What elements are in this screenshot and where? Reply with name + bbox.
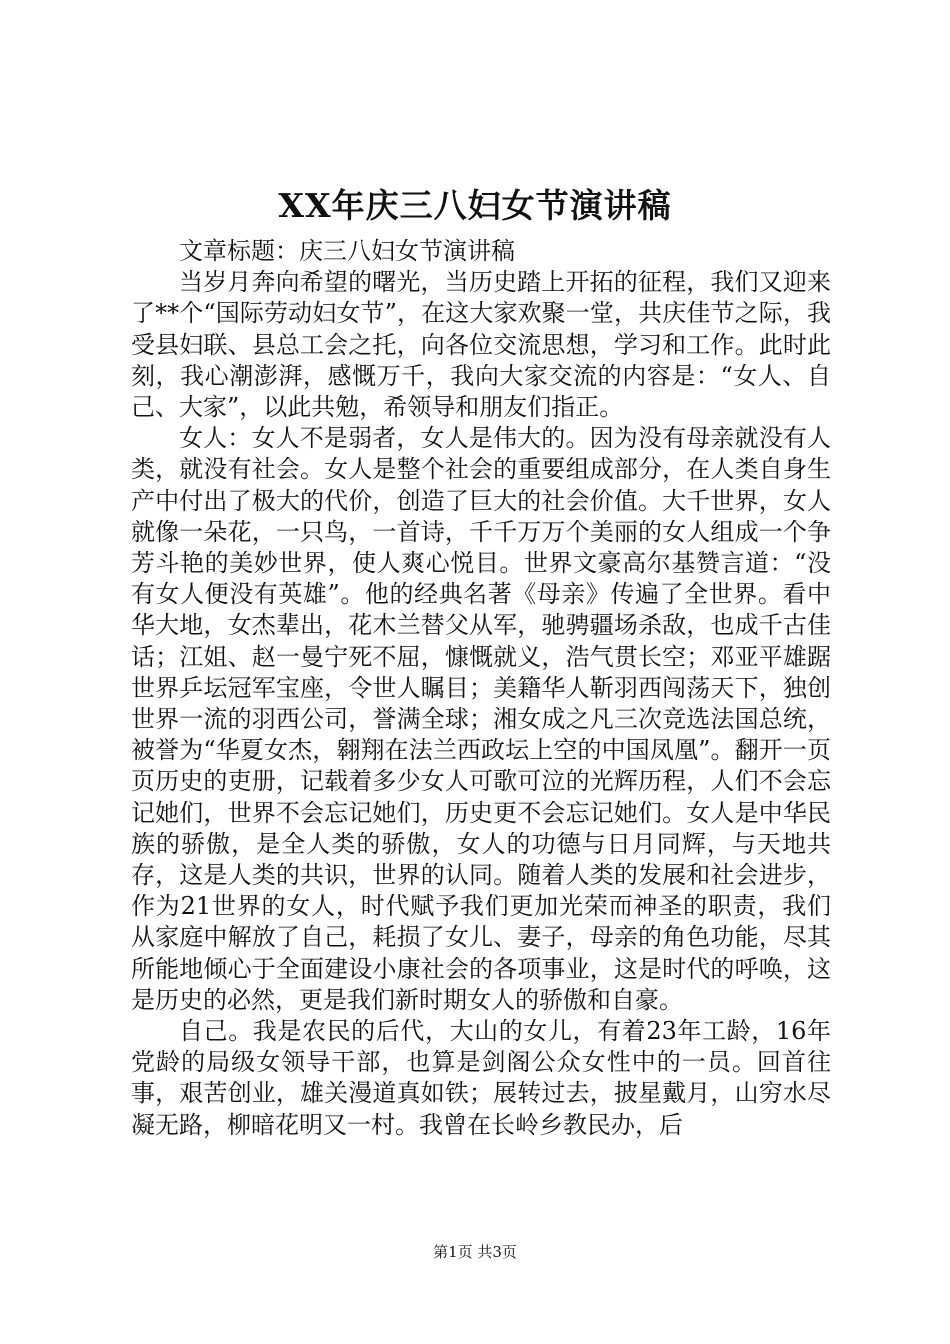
paragraph-intro: 当岁月奔向希望的曙光，当历史踏上开拓的征程，我们又迎来了**个“国际劳动妇女节”，在这大家欢聚一堂，共庆佳节之际，我受县妇联、县总工会之托，向各位交流思想，学习和工作。此时此刻，我心潮澎湃，感慨万千，我向大家交流的内容是：“女人、自己、大家”，以此共勉，希领导和朋友们指正。 <box>131 268 831 422</box>
document-title: XX年庆三八妇女节演讲稿 <box>278 186 672 225</box>
page-footer: 第1页 共3页 <box>433 1243 517 1261</box>
document-body <box>131 236 831 1141</box>
paragraph-self: 自己。我是农民的后代，大山的女儿，有着23年工龄，16年党龄的局级女领导干部，也算是剑阁公众女性中的一员。回首往事，艰苦创业，雄关漫道真如铁；展转过去，披星戴月，山穷水尽凝无路，柳暗花明又一村。我曾在长岭乡教民办，后 <box>131 1017 831 1139</box>
paragraph-article-heading: 文章标题：庆三八妇女节演讲稿 <box>179 237 515 265</box>
paragraph-women: 女人：女人不是弱者，女人是伟大的。因为没有母亲就没有人类，就没有社会。女人是整个社会的重要组成部分，在人类自身生产中付出了极大的代价，创造了巨大的社会价值。大千世界，女人就像一朵花，一只鸟，一首诗，千千万万个美丽的女人组成一个争芳斗艳的美妙世界，使人爽心悦目。世界文豪高尔基赞言道：“没有女人便没有英雄”。他的经典名著《母亲》传遍了全世界。看中华大地，女杰辈出，花木兰替父从军，驰骋疆场杀敌，也成千古佳话；江姐、赵一曼宁死不屈，慷慨就义，浩气贯长空；邓亚平雄踞世界乒坛冠军宝座，令世人瞩目；美籍华人靳羽西闯荡天下，独创世界一流的羽西公司，誉满全球；湘女成之凡三次竞选法国总统，被誉为“华夏女杰，翱翔在法兰西政坛上空的中国凤凰”。翻开一页页历史的吏册，记载着多少女人可歌可泣的光辉历程，人们不会忘记她们，世界不会忘记她们，历史更不会忘记她们。女人是中华民族的骄傲，是全人类的骄傲，女人的功德与日月同辉，与天地共存，这是人类的共识，世界的认同。随着人类的发展和社会进步，作为21世界的女人，时代赋予我们更加光荣而神圣的职责，我们从家庭中解放了自己，耗损了女儿、妻子，母亲的角色功能，尽其所能地倾心于全面建设小康社会的各项事业，这是时代的呼唤，这是历史的必然，更是我们新时期女人的骄傲和自豪。 <box>131 424 831 1014</box>
